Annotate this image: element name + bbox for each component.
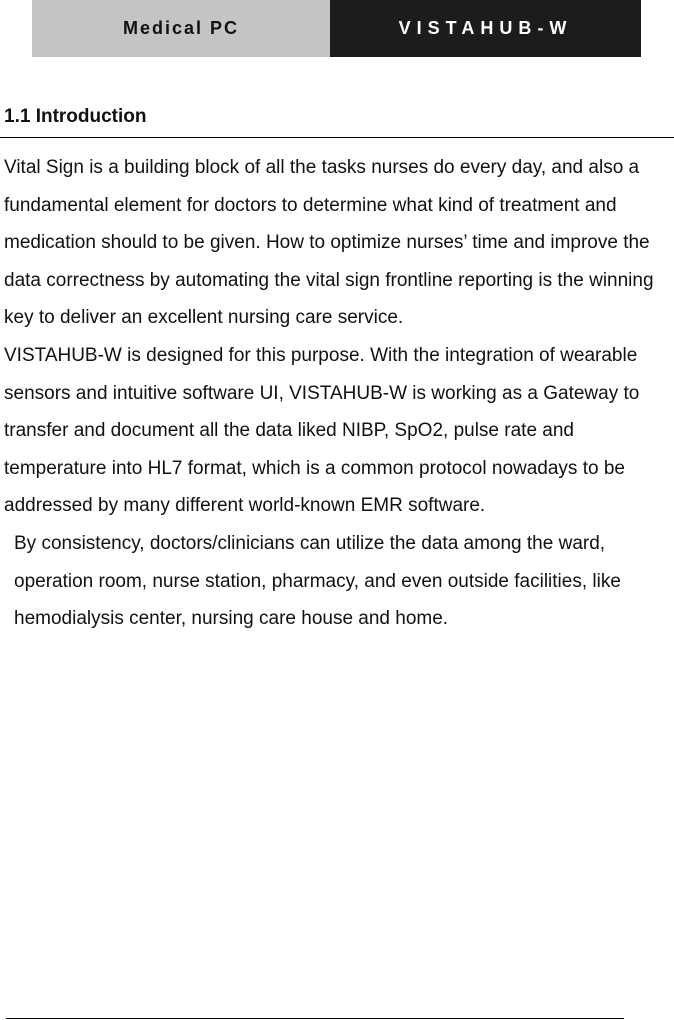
heading-divider [0, 137, 674, 138]
header-tab-medical-pc [32, 0, 330, 57]
header-tab-product-name [330, 0, 641, 57]
section-heading: 1.1 Introduction [4, 106, 147, 127]
footer-divider [6, 1018, 624, 1019]
paragraph-vital-sign: Vital Sign is a building block of all the tasks nurses do every day, and also a fundamental element for doctors to determine what kind of treatment and medication should to be given. How to optimize nurses’ time and improve the data correctness by automating the vital sign frontline reporting is the winning key to deliver an excellent nursing care service. [4, 157, 654, 329]
header-right-label: VISTAHUB-W [398, 18, 573, 38]
header-left-label: Medical PC [122, 18, 240, 38]
section-body [4, 149, 674, 638]
paragraph-consistency: By consistency, doctors/clinicians can utilize the data among the ward, operation room, nurse station, pharmacy, and even outside facilities, like hemodialysis center, nursing care house and home. [14, 532, 621, 630]
paragraph-vistahub-purpose: VISTAHUB-W is designed for this purpose. With the integration of wearable sensors and intuitive software UI, VISTAHUB-W is working as a Gateway to transfer and document all the data liked NIBP, SpO2, pulse rate and temperature into HL7 format, which is a common protocol nowadays to be addressed by many different world-known EMR software. [4, 344, 640, 517]
